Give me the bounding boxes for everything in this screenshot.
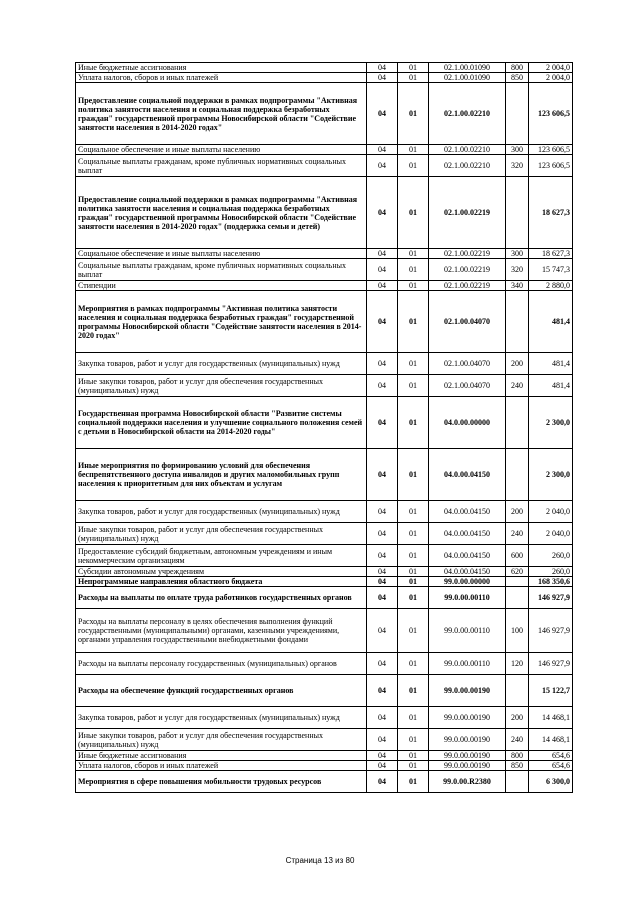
row-target-code: 99.0.00.00110: [429, 587, 506, 609]
row-expense-type: 800: [506, 63, 529, 73]
row-subsection: 01: [398, 545, 429, 567]
row-expense-type: 620: [506, 567, 529, 577]
row-target-code: 04.0.00.04150: [429, 449, 506, 501]
row-section: 04: [367, 729, 398, 751]
row-amount: 654,6: [529, 751, 573, 761]
row-section: 04: [367, 291, 398, 353]
row-section: 04: [367, 145, 398, 155]
row-target-code: 02.1.00.02210: [429, 155, 506, 177]
row-expense-type: 100: [506, 609, 529, 653]
table-row: [76, 353, 573, 375]
row-amount: 123 606,5: [529, 83, 573, 145]
row-name: Расходы на выплаты персоналу в целях обеспечения выполнения функций государственными (муниципальными) органами, казенными учреждениями, органами управления государственными внебюджетными фондами: [76, 609, 367, 653]
row-target-code: 99.0.00.00110: [429, 653, 506, 675]
row-subsection: 01: [398, 501, 429, 523]
row-name: Иные закупки товаров, работ и услуг для обеспечения государственных (муниципальных) нужд: [76, 523, 367, 545]
row-expense-type: 320: [506, 259, 529, 281]
row-expense-type: 850: [506, 761, 529, 771]
row-section: 04: [367, 675, 398, 707]
row-subsection: 01: [398, 281, 429, 291]
row-amount: 2 300,0: [529, 397, 573, 449]
row-subsection: 01: [398, 145, 429, 155]
row-subsection: 01: [398, 771, 429, 793]
row-section: 04: [367, 523, 398, 545]
row-name: Непрограммные направления областного бюджета: [76, 577, 367, 587]
row-amount: 6 300,0: [529, 771, 573, 793]
row-name: Уплата налогов, сборов и иных платежей: [76, 761, 367, 771]
table-row: [76, 577, 573, 587]
table-row: [76, 609, 573, 653]
table-row: [76, 83, 573, 145]
row-section: 04: [367, 501, 398, 523]
row-section: 04: [367, 567, 398, 577]
row-expense-type: 200: [506, 353, 529, 375]
row-target-code: 04.0.00.04150: [429, 523, 506, 545]
row-section: 04: [367, 587, 398, 609]
row-name: Государственная программа Новосибирской области "Развитие системы социальной поддержки населения и улучшение социального положения семей с детьми в Новосибирской области на 2014-2020 годы": [76, 397, 367, 449]
row-subsection: 01: [398, 397, 429, 449]
row-name: Уплата налогов, сборов и иных платежей: [76, 73, 367, 83]
row-section: 04: [367, 177, 398, 249]
row-subsection: 01: [398, 155, 429, 177]
row-amount: 146 927,9: [529, 609, 573, 653]
table-row: [76, 501, 573, 523]
row-section: 04: [367, 609, 398, 653]
row-name: Расходы на обеспечение функций государственных органов: [76, 675, 367, 707]
document-page: [75, 62, 572, 793]
row-section: 04: [367, 707, 398, 729]
row-target-code: 02.1.00.02210: [429, 145, 506, 155]
row-amount: 18 627,3: [529, 249, 573, 259]
row-subsection: 01: [398, 707, 429, 729]
row-name: Мероприятия в сфере повышения мобильности трудовых ресурсов: [76, 771, 367, 793]
row-target-code: 02.1.00.01090: [429, 73, 506, 83]
row-target-code: 99.0.00.00190: [429, 761, 506, 771]
row-target-code: 02.1.00.02219: [429, 249, 506, 259]
row-subsection: 01: [398, 449, 429, 501]
table-row: [76, 751, 573, 761]
table-row: [76, 155, 573, 177]
row-name: Социальные выплаты гражданам, кроме публичных нормативных социальных выплат: [76, 155, 367, 177]
row-amount: 15 747,3: [529, 259, 573, 281]
row-subsection: 01: [398, 353, 429, 375]
row-subsection: 01: [398, 751, 429, 761]
row-name: Иные закупки товаров, работ и услуг для обеспечения государственных (муниципальных) нужд: [76, 375, 367, 397]
table-row: [76, 259, 573, 281]
row-expense-type: 240: [506, 375, 529, 397]
row-expense-type: 240: [506, 523, 529, 545]
table-row: [76, 145, 573, 155]
row-expense-type: 300: [506, 145, 529, 155]
row-amount: 2 880,0: [529, 281, 573, 291]
row-amount: 2 300,0: [529, 449, 573, 501]
row-name: Закупка товаров, работ и услуг для государственных (муниципальных) нужд: [76, 353, 367, 375]
row-subsection: 01: [398, 249, 429, 259]
row-subsection: 01: [398, 675, 429, 707]
row-amount: 14 468,1: [529, 729, 573, 751]
table-row: [76, 281, 573, 291]
row-section: 04: [367, 249, 398, 259]
table-row: [76, 761, 573, 771]
row-name: Субсидии автономным учреждениям: [76, 567, 367, 577]
row-target-code: 02.1.00.02210: [429, 83, 506, 145]
row-name: Социальные выплаты гражданам, кроме публичных нормативных социальных выплат: [76, 259, 367, 281]
row-section: 04: [367, 771, 398, 793]
row-name: Стипендии: [76, 281, 367, 291]
row-amount: 18 627,3: [529, 177, 573, 249]
row-expense-type: [506, 587, 529, 609]
row-target-code: 02.1.00.01090: [429, 63, 506, 73]
row-expense-type: [506, 449, 529, 501]
row-expense-type: [506, 177, 529, 249]
row-subsection: 01: [398, 567, 429, 577]
row-expense-type: 340: [506, 281, 529, 291]
row-subsection: 01: [398, 73, 429, 83]
row-amount: 15 122,7: [529, 675, 573, 707]
row-expense-type: 240: [506, 729, 529, 751]
row-name: Предоставление социальной поддержки в рамках подпрограммы "Активная политика занятости населения и социальная поддержка безработных граждан" государственной программы Новосибирской области "Содействие занятости населения в 2014-2020 годах" (поддержка семьи и детей): [76, 177, 367, 249]
page-footer: Страница 13 из 80: [285, 856, 355, 865]
table-row: [76, 567, 573, 577]
row-subsection: 01: [398, 259, 429, 281]
row-expense-type: [506, 291, 529, 353]
row-name: Предоставление субсидий бюджетным, автономным учреждениям и иным некоммерческим организациям: [76, 545, 367, 567]
table-row: [76, 291, 573, 353]
row-expense-type: [506, 771, 529, 793]
row-expense-type: [506, 577, 529, 587]
row-target-code: 02.1.00.04070: [429, 291, 506, 353]
table-row: [76, 545, 573, 567]
row-target-code: 99.0.00.00110: [429, 609, 506, 653]
row-section: 04: [367, 375, 398, 397]
table-row: [76, 375, 573, 397]
row-subsection: 01: [398, 375, 429, 397]
row-section: 04: [367, 259, 398, 281]
row-target-code: 02.1.00.02219: [429, 259, 506, 281]
row-name: Иные бюджетные ассигнования: [76, 63, 367, 73]
row-expense-type: 300: [506, 249, 529, 259]
row-target-code: 99.0.00.00190: [429, 751, 506, 761]
row-subsection: 01: [398, 587, 429, 609]
row-amount: 2 040,0: [529, 523, 573, 545]
row-target-code: 99.0.00.R2380: [429, 771, 506, 793]
row-name: Социальное обеспечение и иные выплаты населению: [76, 249, 367, 259]
table-row: [76, 523, 573, 545]
row-target-code: 04.0.00.04150: [429, 545, 506, 567]
row-name: Социальное обеспечение и иные выплаты населению: [76, 145, 367, 155]
row-section: 04: [367, 545, 398, 567]
row-section: 04: [367, 653, 398, 675]
row-target-code: 99.0.00.00000: [429, 577, 506, 587]
row-section: 04: [367, 63, 398, 73]
row-target-code: 04.0.00.04150: [429, 567, 506, 577]
row-expense-type: [506, 397, 529, 449]
row-amount: 146 927,9: [529, 653, 573, 675]
row-name: Иные закупки товаров, работ и услуг для обеспечения государственных (муниципальных) нужд: [76, 729, 367, 751]
row-amount: 2 004,0: [529, 63, 573, 73]
table-row: [76, 73, 573, 83]
table-row: [76, 675, 573, 707]
row-amount: 654,6: [529, 761, 573, 771]
row-subsection: 01: [398, 523, 429, 545]
row-name: Иные бюджетные ассигнования: [76, 751, 367, 761]
row-amount: 2 004,0: [529, 73, 573, 83]
row-expense-type: 800: [506, 751, 529, 761]
row-target-code: 99.0.00.00190: [429, 729, 506, 751]
row-target-code: 99.0.00.00190: [429, 707, 506, 729]
budget-table: [75, 62, 573, 793]
row-target-code: 02.1.00.02219: [429, 177, 506, 249]
row-expense-type: [506, 675, 529, 707]
row-amount: 14 468,1: [529, 707, 573, 729]
row-name: Мероприятия в рамках подпрограммы "Активная политика занятости населения и социальная поддержка безработных граждан" государственной программы Новосибирской области "Содействие занятости населения в 2014-2020 годах": [76, 291, 367, 353]
table-row: [76, 653, 573, 675]
row-amount: 2 040,0: [529, 501, 573, 523]
row-expense-type: 320: [506, 155, 529, 177]
row-amount: 123 606,5: [529, 145, 573, 155]
table-row: [76, 587, 573, 609]
row-subsection: 01: [398, 761, 429, 771]
table-row: [76, 729, 573, 751]
row-target-code: 02.1.00.04070: [429, 353, 506, 375]
row-expense-type: [506, 83, 529, 145]
row-name: Предоставление социальной поддержки в рамках подпрограммы "Активная политика занятости населения и социальная поддержка безработных граждан" государственной программы Новосибирской области "Содействие занятости населения в 2014-2020 годах": [76, 83, 367, 145]
row-amount: 123 606,5: [529, 155, 573, 177]
row-subsection: 01: [398, 653, 429, 675]
row-expense-type: 120: [506, 653, 529, 675]
table-row: [76, 63, 573, 73]
row-expense-type: 850: [506, 73, 529, 83]
row-section: 04: [367, 577, 398, 587]
row-subsection: 01: [398, 83, 429, 145]
row-subsection: 01: [398, 177, 429, 249]
row-target-code: 99.0.00.00190: [429, 675, 506, 707]
row-amount: 146 927,9: [529, 587, 573, 609]
table-row: [76, 707, 573, 729]
row-target-code: 02.1.00.02219: [429, 281, 506, 291]
row-amount: 481,4: [529, 353, 573, 375]
row-target-code: 04.0.00.00000: [429, 397, 506, 449]
row-name: Закупка товаров, работ и услуг для государственных (муниципальных) нужд: [76, 707, 367, 729]
row-amount: 260,0: [529, 545, 573, 567]
row-expense-type: 600: [506, 545, 529, 567]
row-expense-type: 200: [506, 501, 529, 523]
row-section: 04: [367, 761, 398, 771]
row-section: 04: [367, 281, 398, 291]
row-name: Закупка товаров, работ и услуг для государственных (муниципальных) нужд: [76, 501, 367, 523]
table-row: [76, 177, 573, 249]
row-section: 04: [367, 353, 398, 375]
row-amount: 481,4: [529, 375, 573, 397]
row-section: 04: [367, 751, 398, 761]
row-section: 04: [367, 73, 398, 83]
row-section: 04: [367, 83, 398, 145]
row-name: Расходы на выплаты персоналу государственных (муниципальных) органов: [76, 653, 367, 675]
row-subsection: 01: [398, 729, 429, 751]
row-amount: 260,0: [529, 567, 573, 577]
row-section: 04: [367, 449, 398, 501]
row-subsection: 01: [398, 291, 429, 353]
row-target-code: 02.1.00.04070: [429, 375, 506, 397]
row-expense-type: 200: [506, 707, 529, 729]
table-row: [76, 249, 573, 259]
row-subsection: 01: [398, 609, 429, 653]
table-row: [76, 449, 573, 501]
table-row: [76, 397, 573, 449]
row-name: Расходы на выплаты по оплате труда работников государственных органов: [76, 587, 367, 609]
row-target-code: 04.0.00.04150: [429, 501, 506, 523]
row-subsection: 01: [398, 63, 429, 73]
row-section: 04: [367, 155, 398, 177]
row-amount: 481,4: [529, 291, 573, 353]
row-subsection: 01: [398, 577, 429, 587]
row-section: 04: [367, 397, 398, 449]
row-name: Иные мероприятия по формированию условий для обеспечения беспрепятственного доступа инвалидов и других маломобильных групп населения к приоритетным для них объектам и услугам: [76, 449, 367, 501]
table-row: [76, 771, 573, 793]
row-amount: 168 350,6: [529, 577, 573, 587]
